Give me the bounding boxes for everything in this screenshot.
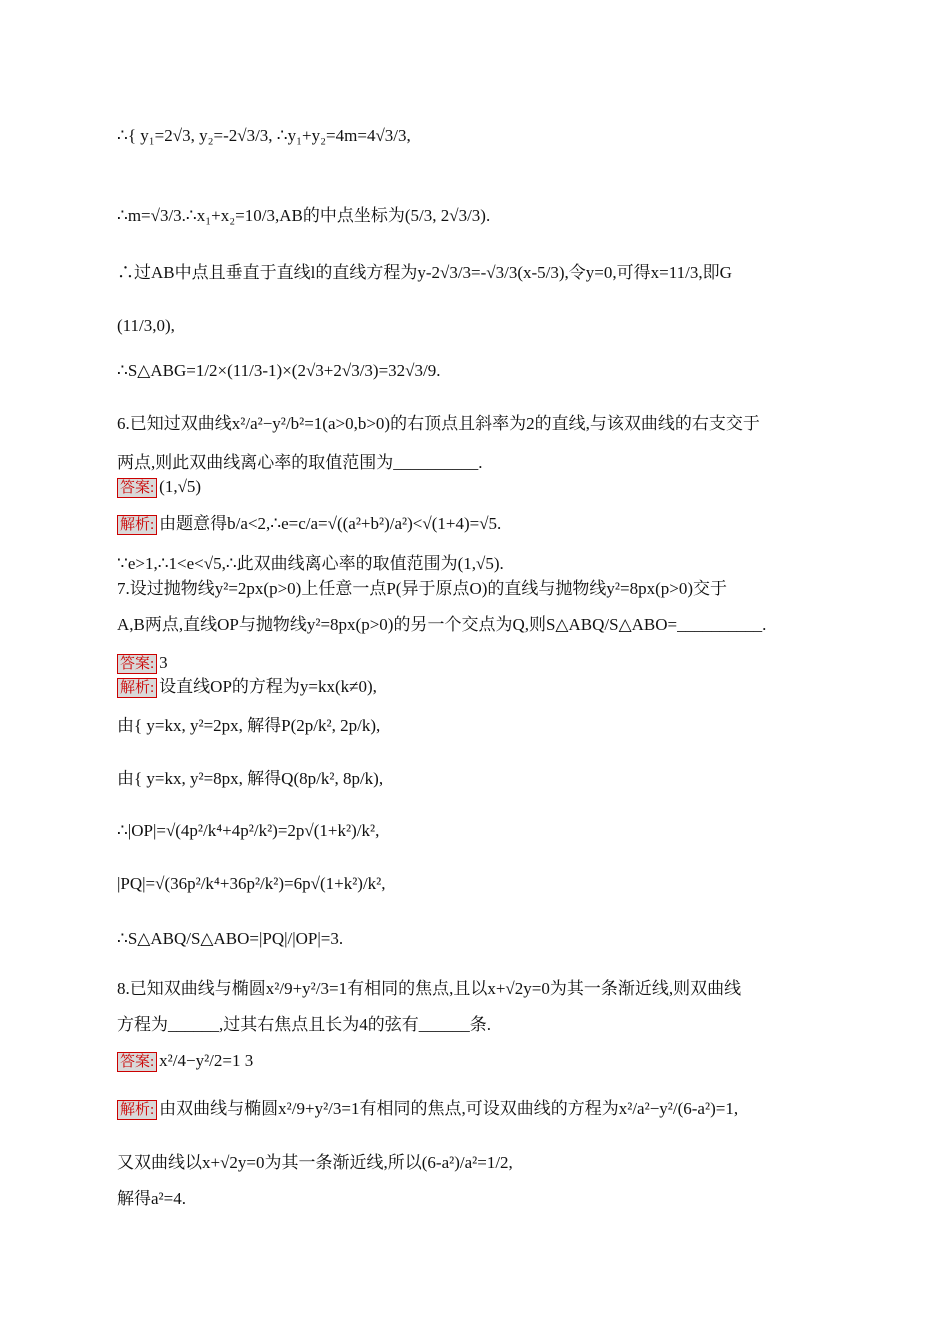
line-text: ∴|OP|=√(4p²/k⁴+4p²/k²)=2p√(1+k²)/k², bbox=[117, 821, 380, 840]
line-text: 由双曲线与椭圆x²/9+y²/3=1有相同的焦点,可设双曲线的方程为x²/a²−y²/(6-a²)=1, bbox=[159, 1099, 739, 1118]
line-text: ∴过AB中点且垂直于直线l的直线方程为y-2√3/3=-√3/3(x-5/3),令y=0,可得x=11/3,即G bbox=[117, 263, 732, 282]
text-line-l2 bbox=[117, 205, 490, 227]
line-text: A,B两点,直线OP与抛物线y²=8px(p>0)的另一个交点为Q,则S△ABQ/S△ABO=__________. bbox=[117, 615, 767, 634]
line-text: 方程为______,过其右焦点且长为4的弦有______条. bbox=[117, 1015, 491, 1034]
line-text: 3 bbox=[159, 653, 168, 672]
line-text: x²/4−y²/2=1 3 bbox=[159, 1051, 254, 1070]
text-line-q7b bbox=[117, 614, 766, 636]
line-text: ∴S△ABQ/S△ABO=|PQ|/|OP|=3. bbox=[117, 929, 344, 948]
text-line-q8b bbox=[117, 1014, 491, 1036]
text-line-l3 bbox=[117, 262, 732, 284]
line-text: 两点,则此双曲线离心率的取值范围为__________. bbox=[117, 453, 483, 472]
line-text: ∴m=√3/3.∴x₁+x₂=10/3,AB的中点坐标为(5/3, 2√3/3). bbox=[117, 206, 491, 225]
text-line-s7b bbox=[117, 715, 380, 737]
line-text: ∴S△ABG=1/2×(11/3-1)×(2√3+2√3/3)=32√3/9. bbox=[117, 361, 441, 380]
line-text: 又双曲线以x+√2y=0为其一条渐近线,所以(6-a²)/a²=1/2, bbox=[117, 1153, 513, 1172]
line-text: 6.已知过双曲线x²/a²−y²/b²=1(a>0,b>0)的右顶点且斜率为2的直线,与该双曲线的右支交于 bbox=[117, 414, 760, 433]
text-line-s7d bbox=[117, 820, 379, 842]
line-text: 设直线OP的方程为y=kx(k≠0), bbox=[159, 677, 377, 696]
text-line-s8c bbox=[117, 1188, 186, 1210]
line-text: 由{ y=kx, y²=8px, 解得Q(8p/k², 8p/k), bbox=[117, 769, 384, 788]
text-line-s6 bbox=[117, 513, 501, 535]
text-line-s8b bbox=[117, 1152, 513, 1174]
text-line-q6 bbox=[117, 413, 760, 435]
line-text: |PQ|=√(36p²/k⁴+36p²/k²)=6p√(1+k²)/k², bbox=[117, 874, 386, 893]
text-line-q6b bbox=[117, 452, 483, 474]
text-line-q7 bbox=[117, 578, 727, 600]
text-line-s7f bbox=[117, 928, 343, 950]
line-text: 由题意得b/a<2,∴e=c/a=√((a²+b²)/a²)<√(1+4)=√5. bbox=[159, 514, 502, 533]
line-text: ∴{ y₁=2√3, y₂=-2√3/3, ∴y₁+y₂=4m=4√3/3, bbox=[117, 126, 411, 145]
analysis-label: 解析: bbox=[117, 678, 157, 698]
text-line-s6b bbox=[117, 553, 504, 575]
text-line-a7 bbox=[117, 652, 168, 674]
text-line-s7 bbox=[117, 676, 377, 698]
analysis-label: 解析: bbox=[117, 1100, 157, 1120]
line-text: (1,√5) bbox=[159, 477, 202, 496]
text-line-l1 bbox=[117, 125, 411, 147]
text-line-a6 bbox=[117, 476, 201, 498]
text-line-l4 bbox=[117, 315, 175, 337]
line-text: 7.设过抛物线y²=2px(p>0)上任意一点P(异于原点O)的直线与抛物线y²=8px(p>0)交于 bbox=[117, 579, 727, 598]
text-line-a8 bbox=[117, 1050, 253, 1072]
line-text: (11/3,0), bbox=[117, 316, 175, 335]
text-line-l5 bbox=[117, 360, 440, 382]
line-text: 8.已知双曲线与椭圆x²/9+y²/3=1有相同的焦点,且以x+√2y=0为其一条渐近线,则双曲线 bbox=[117, 979, 742, 998]
text-line-q8 bbox=[117, 978, 741, 1000]
text-line-s7e bbox=[117, 873, 386, 895]
answer-label: 答案: bbox=[117, 478, 157, 498]
text-line-s8 bbox=[117, 1098, 738, 1120]
analysis-label: 解析: bbox=[117, 515, 157, 535]
line-text: ∵e>1,∴1<e<√5,∴此双曲线离心率的取值范围为(1,√5). bbox=[117, 554, 504, 573]
line-text: 解得a²=4. bbox=[117, 1189, 186, 1208]
text-line-s7c bbox=[117, 768, 383, 790]
line-text: 由{ y=kx, y²=2px, 解得P(2p/k², 2p/k), bbox=[117, 716, 381, 735]
answer-label: 答案: bbox=[117, 654, 157, 674]
answer-label: 答案: bbox=[117, 1052, 157, 1072]
